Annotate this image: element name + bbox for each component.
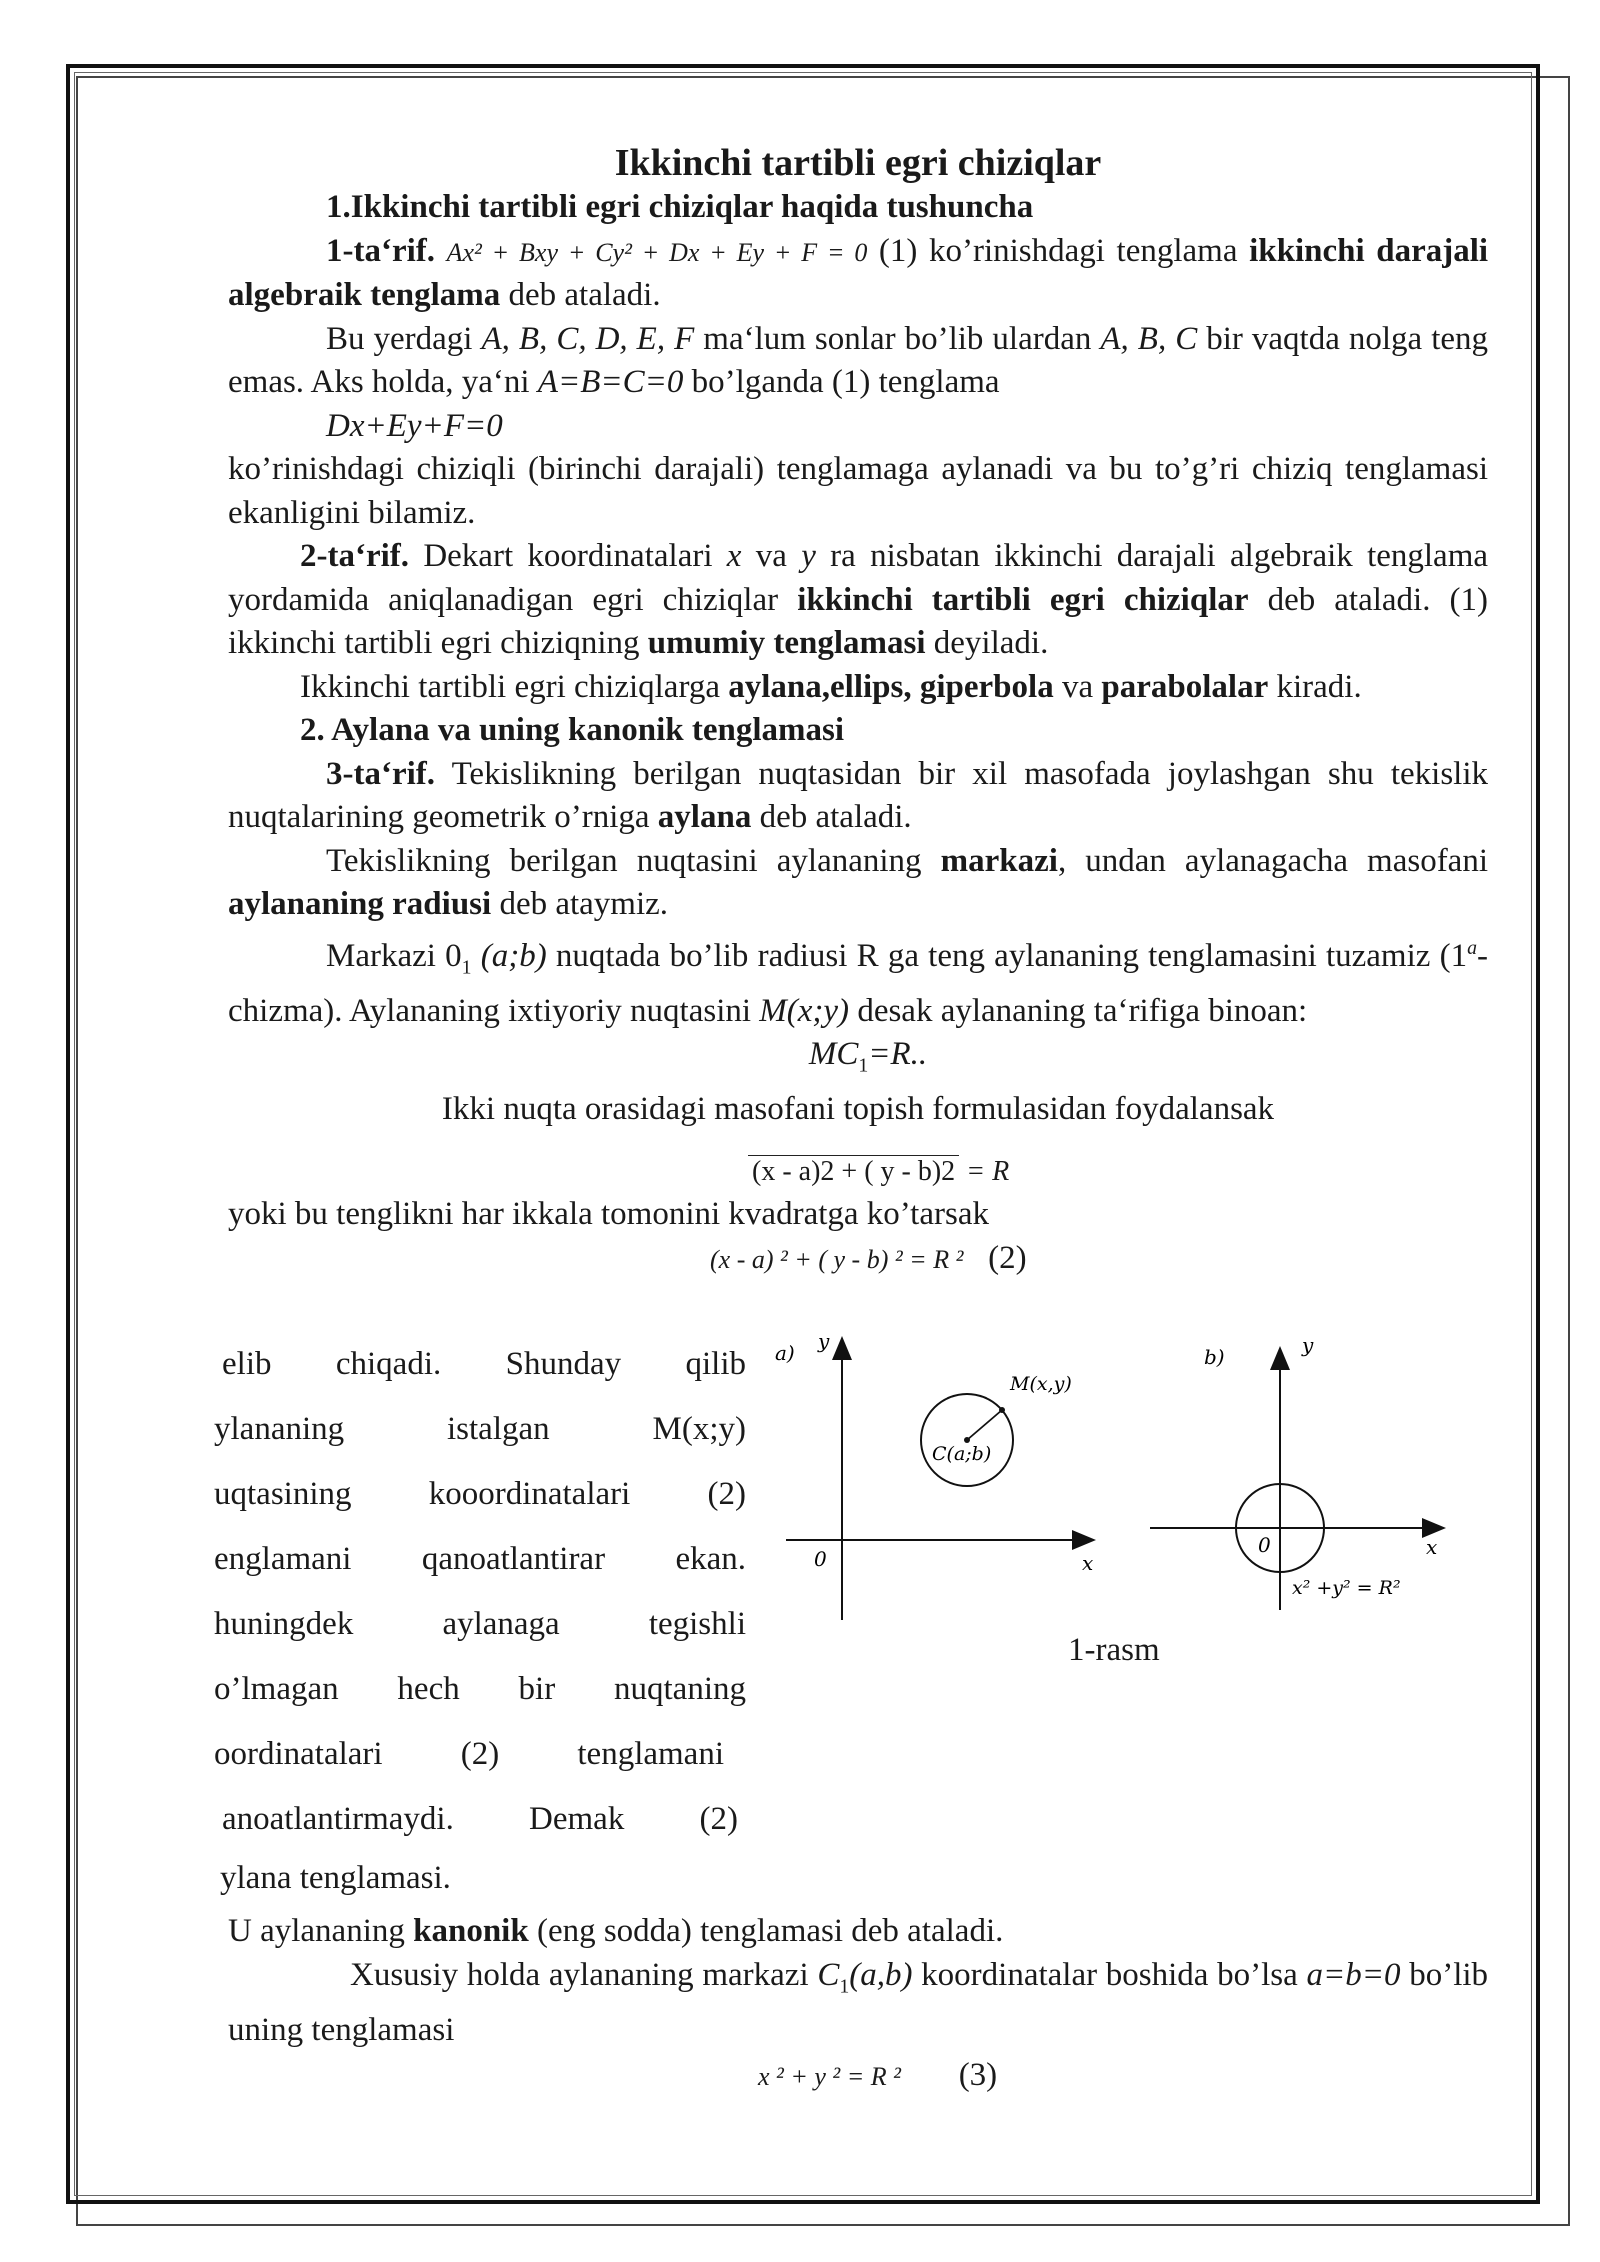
paragraph-special-case: Xususiy holda aylananing markazi $C_1(a,b)$ koordinatalar boshida bo’lsa a=b=0 bo’lib uning tenglamasi xyxy=(228,1956,1489,2048)
paragraph-coefficients: Bu yerdagi A, B, C, D, E, F ma‘lum sonlar bo’lib ulardan A, B, C bir vaqtda nolga teng emas. Aks holda, ya‘ni A=B=C=0 bo’lganda (1) tenglama xyxy=(228,320,1489,400)
document-body xyxy=(228,140,1488,1281)
wrap-line: englamani qanoatlantirar ekan. xyxy=(214,1541,746,1577)
wrap-line: oordinatalari (2) tenglamani xyxy=(214,1736,724,1772)
equation-3: x ² + y ² = R ² (3) xyxy=(758,2057,998,2094)
wrap-line: elib chiqadi. Shunday qilib xyxy=(222,1346,746,1382)
general-equation: Ax² + Bxy + Cy² + Dx + Ey + F = 0 xyxy=(446,237,868,267)
x-label-b: x xyxy=(1426,1535,1438,1559)
definition-3: 3-ta‘rif. Tekislikning berilgan nuqtasidan bir xil masofada joylashgan shu tekislik nuqtalarining geometrik o’rniga aylana deb ataladi. xyxy=(228,755,1489,835)
section-heading-2: 2. Aylana va uning kanonik tenglamasi xyxy=(300,712,845,748)
panel-b-label: b) xyxy=(1204,1345,1225,1369)
paragraph-linear: ko’rinishdagi chiziqli (birinchi darajali) tenglamaga aylanadi va bu to’g’ri chiziq tenglamasi ekanligini bilamiz. xyxy=(228,451,1488,531)
x-label-a: x xyxy=(1082,1551,1094,1575)
figure-caption: 1-rasm xyxy=(1068,1632,1160,1668)
wrap-line: o’lmagan hech bir nuqtaning xyxy=(214,1671,746,1707)
canonical-eq-label: x² +y² = R² xyxy=(1292,1577,1401,1599)
wrapped-text-column xyxy=(214,1332,746,1904)
origin-label-b: 0 xyxy=(1258,1533,1271,1557)
section-heading-1: 1.Ikkinchi tartibli egri chiziqlar haqida tushuncha xyxy=(326,189,1034,225)
definition-1: 1-ta‘rif. Ax² + Bxy + Cy² + Dx + Ey + F = 0 (1) ko’rinishdagi tenglama ikkinchi darajali algebraik tenglama deb ataladi. xyxy=(228,232,1489,313)
wrap-line: uqtasining kooordinatalari (2) xyxy=(214,1476,746,1512)
wrap-line: huningdek aylanaga tegishli xyxy=(214,1606,746,1642)
definition-2: 2-ta‘rif. Dekart koordinatalari x va y ra nisbatan ikkinchi darajali algebraik tenglama yordamida aniqlanadigan egri chiziqlar ikkinchi tartibli egri chiziqlar deb ataladi. (1) ikkinchi tartibli egri chiziqning umumiy tenglamasi deyiladi. xyxy=(228,538,1489,661)
document-bottom xyxy=(228,1910,1488,2099)
equation-sqrt: (x - a)2 + ( y - b)2 = R xyxy=(748,1150,1488,1194)
definition-1-label: 1-ta‘rif. xyxy=(326,232,436,269)
page-title: Ikkinchi tartibli egri chiziqlar xyxy=(614,142,1102,184)
paragraph-square: yoki bu tenglikni har ikkala tomonini kvadratga ko’tarsak xyxy=(228,1196,989,1233)
y-label-b: y xyxy=(1302,1333,1314,1357)
paragraph-distance: Ikki nuqta orasidagi masofani topish formulasidan foydalansak xyxy=(441,1091,1275,1128)
radius-line xyxy=(967,1410,1002,1440)
y-label-a: y xyxy=(818,1329,830,1353)
origin-label-a: 0 xyxy=(814,1547,827,1571)
equation-mc: $MC_1=R$.. xyxy=(808,1036,928,1077)
paragraph-center-radius: Tekislikning berilgan nuqtasini aylananing markazi, undan aylanagacha masofani aylananing radiusi deb ataymiz. xyxy=(228,842,1488,922)
circle-figure xyxy=(770,1320,1470,1620)
linear-equation: Dx+Ey+F=0 xyxy=(326,407,503,444)
point-m xyxy=(999,1407,1005,1413)
panel-a-label: a) xyxy=(775,1341,795,1365)
equation-2: (x - a) ² + ( y - b) ² = R ² (2) xyxy=(710,1239,1027,1276)
paragraph-circle-setup: Markazi $0_1$ (a;b) nuqtada bo’lib radiusi R ga teng aylananing tenglamasini tuzamiz (1$^a$-chizma). Aylananing ixtiyoriy nuqtasini M(x;y) desak aylananing ta‘rifiga binoan: xyxy=(228,936,1488,1029)
wrap-line: ylana tenglamasi. xyxy=(220,1860,451,1896)
point-m-label: M(x,y) xyxy=(1010,1373,1072,1395)
wrap-line: ylananing istalgan M(x;y) xyxy=(214,1411,746,1447)
paragraph-canonical: U aylananing kanonik (eng sodda) tenglamasi deb ataladi. xyxy=(228,1913,1004,1949)
paragraph-curve-types: Ikkinchi tartibli egri chiziqlarga aylana,ellips, giperbola va parabolalar kiradi. xyxy=(300,668,1362,705)
center-label: C(a;b) xyxy=(932,1443,992,1465)
wrap-line: anoatlantirmaydi. Demak (2) xyxy=(222,1801,738,1837)
